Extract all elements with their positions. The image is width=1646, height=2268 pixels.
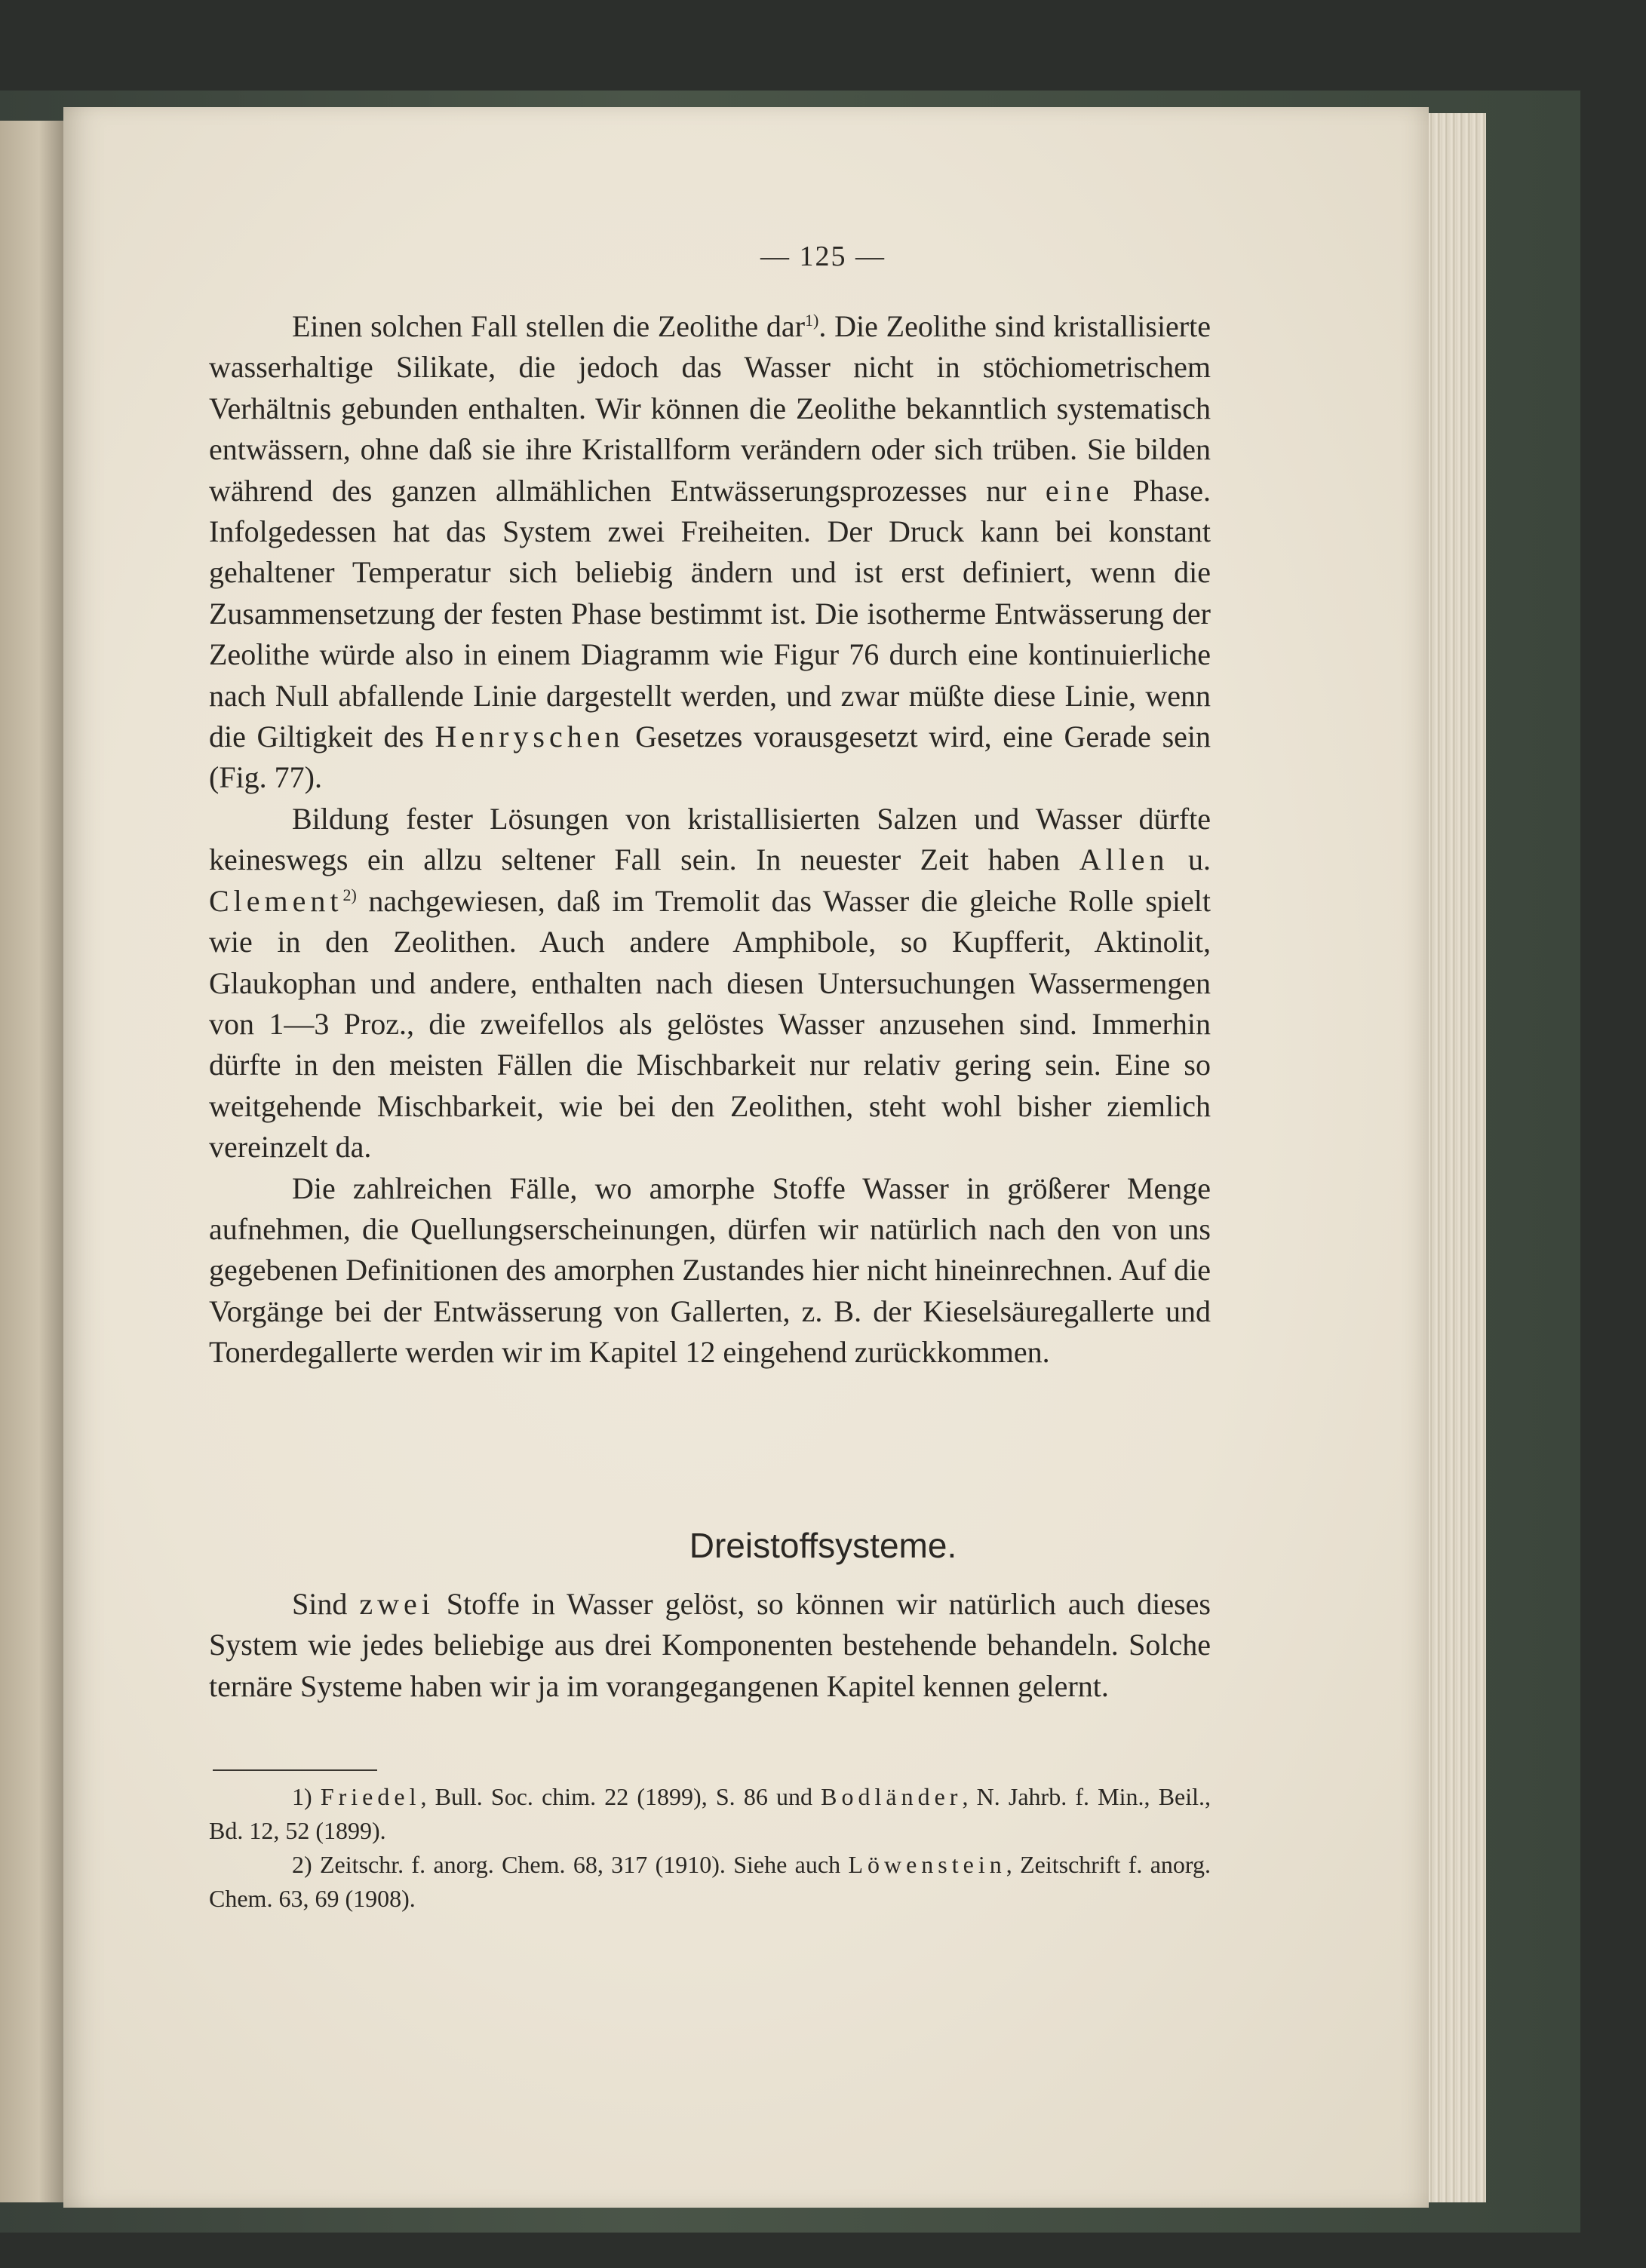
p1-emphasis-henryschen: Henryschen bbox=[435, 720, 625, 754]
fn1-text-b: , Bull. Soc. chim. 22 (1899), S. 86 und bbox=[420, 1783, 821, 1810]
p2-text-c: nachgewiesen, daß im Tremolit das Wasser die gleiche Rolle spielt wie in den Zeolithen. Auch andere Amphibole, so Kupfferit, Aktinolit, Glaukophan und andere, enthalten nach diesen Untersuchungen Wassermengen von 1—3 Proz., die zweifellos als gelöstes Wasser anzusehen sind. Immerhin dürfte in den meisten Fällen die Mischbarkeit nur relativ gering sein. Eine so weitgehende Mischbarkeit, wie bei den Zeolithen, steht wohl bisher ziemlich vereinzelt da. bbox=[209, 883, 1211, 1165]
p4-emphasis-zwei: zwei bbox=[359, 1587, 435, 1621]
paragraph-feste-loesungen bbox=[209, 799, 1211, 1168]
p2-author-clement: Clement bbox=[209, 883, 343, 918]
fn2-text-b: , Zeitschrift f. anorg. Chem. 63, 69 (1908). bbox=[209, 1851, 1211, 1912]
p4-text-b: Stoffe in Wasser gelöst, so können wir natürlich auch dieses System wie jedes beliebige aus drei Komponenten bestehende behandeln. Solche ternäre Systeme haben wir ja im vorangegangenen Kapitel kennen gelernt. bbox=[209, 1587, 1211, 1703]
left-page-edge bbox=[0, 121, 66, 2202]
footnotes bbox=[209, 1780, 1211, 1916]
p1-emphasis-eine: eine bbox=[1045, 473, 1114, 508]
paragraph-zeolithe bbox=[209, 306, 1211, 799]
p1-text-d: Gesetzes vorausgesetzt wird, eine Gerade sein (Fig. 77). bbox=[209, 720, 1211, 795]
fn1-author-bodlaender: Bodländer bbox=[821, 1783, 963, 1810]
p1-text-b: . Die Zeolithe sind kristallisierte wasserhaltige Silikate, die jedoch das Wasser nicht in stöchiometrischem Verhältnis gebunden enthalten. Wir können die Zeolithe bekanntlich systematisch entwässern, ohne daß sie ihre Kristallform verändern oder sich trüben. Sie bilden während des ganzen allmählichen Entwässerungsprozesses nur bbox=[209, 309, 1211, 508]
paragraph-dreistoffsysteme bbox=[209, 1584, 1211, 1707]
body-text-lower bbox=[209, 1584, 1211, 1707]
p2-text-b: u. bbox=[1168, 842, 1211, 877]
fn2-author-loewenstein: Löwenstein bbox=[848, 1851, 1006, 1878]
fn1-text-a: 1) bbox=[292, 1783, 321, 1810]
paragraph-amorphe-stoffe: Die zahlreichen Fälle, wo amorphe Stoffe Wasser in größerer Menge aufnehmen, die Quellungserscheinungen, dürfen wir natürlich nach den von uns gegebenen Definitionen des amorphen Zustandes hier nicht hineinrechnen. Auf die Vorgänge bei der Entwässerung von Gallerten, z. B. der Kieselsäuregallerte und Tonerdegallerte werden wir im Kapitel 12 eingehend zurückkommen. bbox=[209, 1171, 1211, 1370]
page-number: — 125 — bbox=[760, 241, 886, 272]
p2-author-allen: Allen bbox=[1079, 842, 1169, 877]
p4-text-a: Sind bbox=[292, 1587, 360, 1621]
footnote-divider bbox=[213, 1769, 377, 1771]
fn2-text-a: 2) Zeitschr. f. anorg. Chem. 68, 317 (1910). Siehe auch bbox=[292, 1851, 849, 1878]
footnote-ref-1: 1) bbox=[805, 311, 819, 330]
footnote-1 bbox=[209, 1780, 1211, 1848]
footnote-ref-2: 2) bbox=[342, 885, 357, 904]
section-heading: Dreistoffsysteme. bbox=[689, 1526, 957, 1565]
fn1-author-friedel: Friedel bbox=[320, 1783, 421, 1810]
p2-text-a: Bildung fester Lösungen von kristallisierten Salzen und Wasser dürfte keineswegs ein allzu seltener Fall sein. In neuester Zeit haben bbox=[209, 801, 1211, 877]
footnote-2 bbox=[209, 1848, 1211, 1916]
fn1-text-c: , N. Jahrb. f. Min., Beil., Bd. 12, 52 (1899). bbox=[209, 1783, 1211, 1844]
p1-text-a: Einen solchen Fall stellen die Zeolithe dar bbox=[292, 309, 806, 343]
body-text-upper bbox=[209, 306, 1211, 1373]
p1-text-c: Phase. Infolgedessen hat das System zwei Freiheiten. Der Druck kann bei konstant gehaltener Temperatur sich beliebig ändern und ist erst definiert, wenn die Zusammensetzung der festen Phase bestimmt ist. Die isotherme Entwässerung der Zeolithe würde also in einem Diagramm wie Figur 76 durch eine kontinuierliche nach Null abfallende Linie dargestellt werden, und zwar müßte diese Linie, wenn die Giltigkeit des bbox=[209, 473, 1211, 754]
